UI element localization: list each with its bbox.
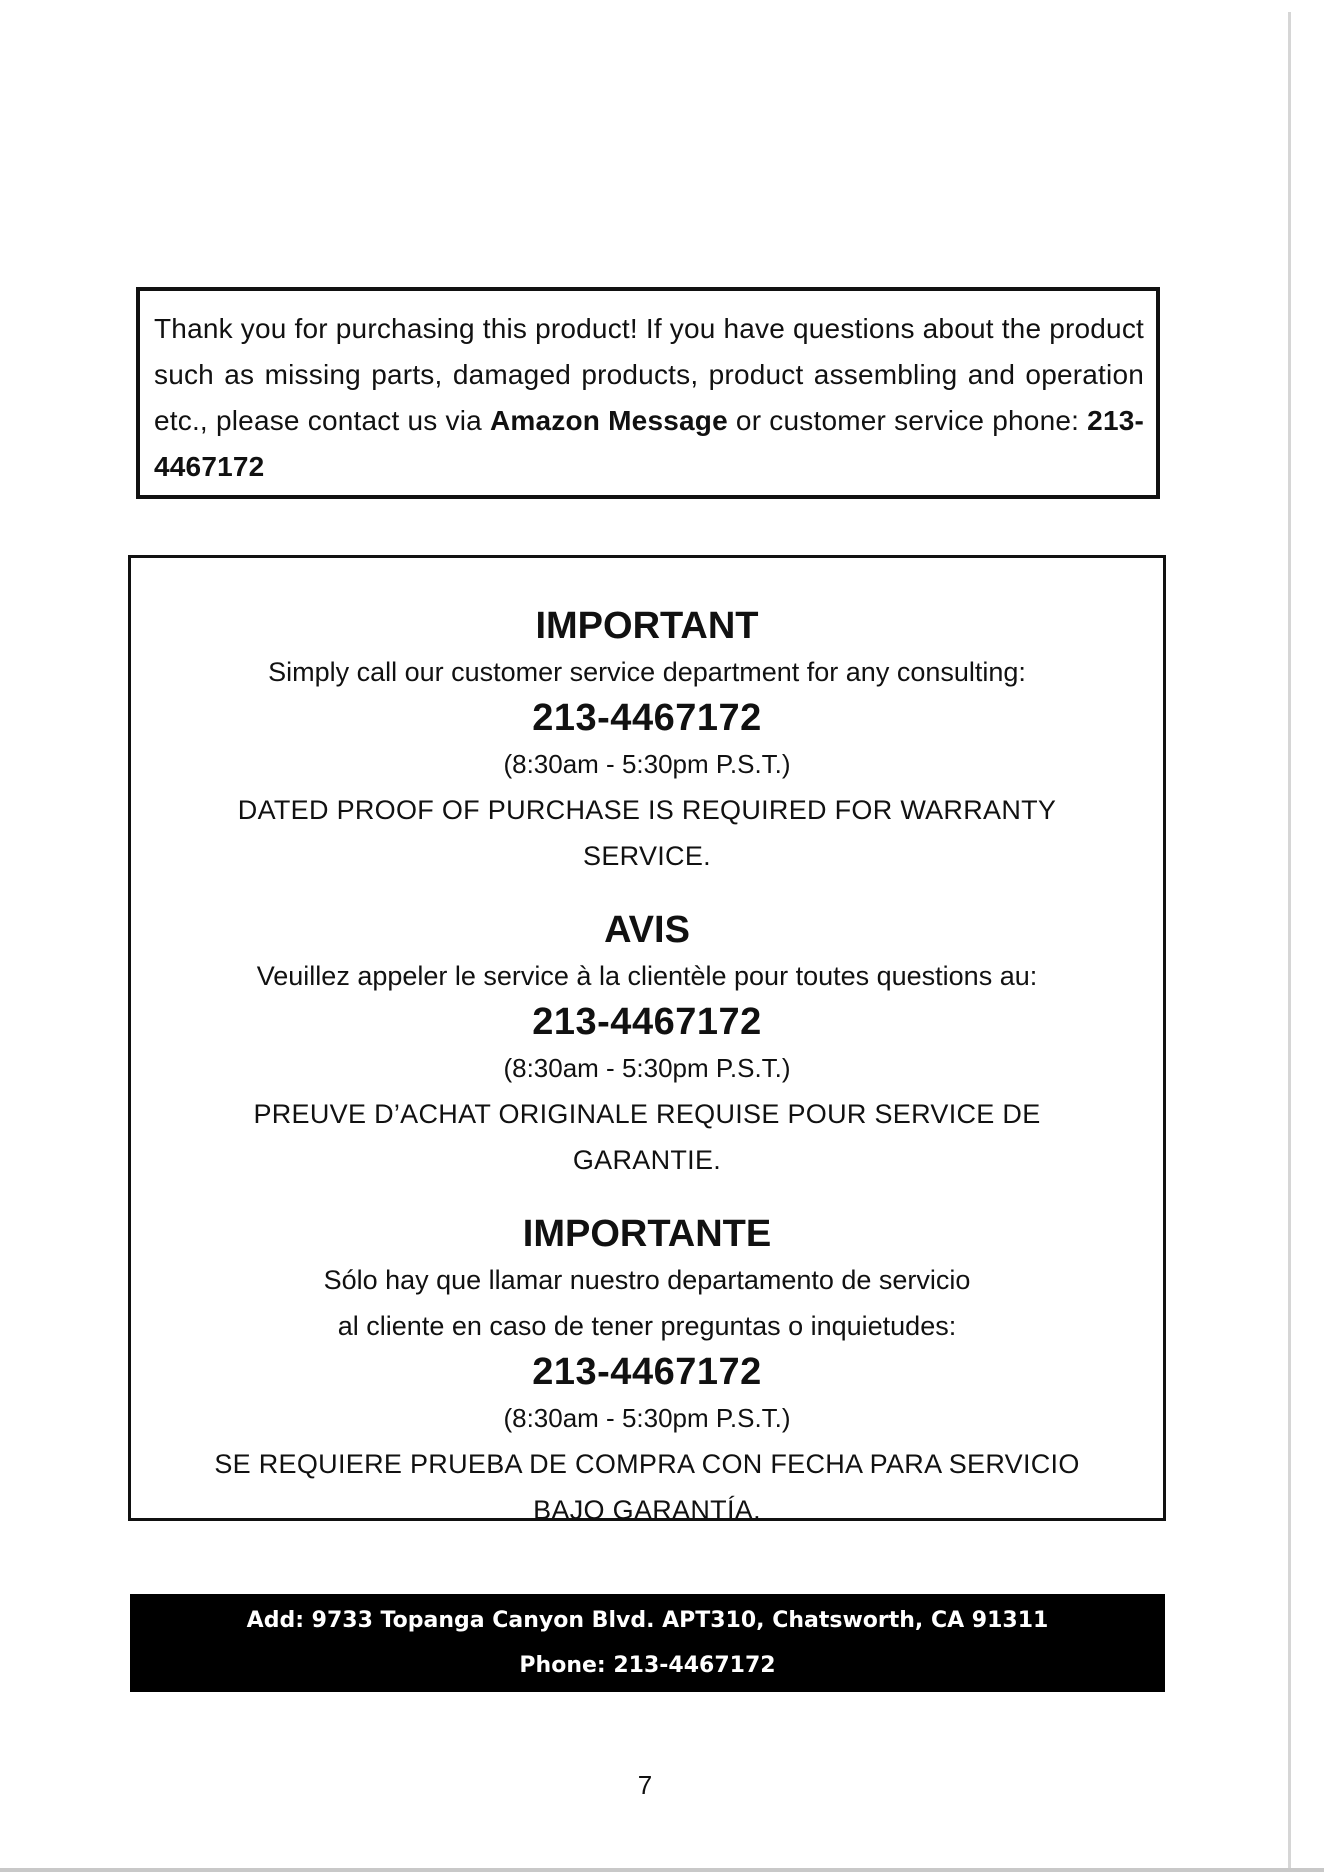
spanish-phone: 213-4467172 (532, 1351, 762, 1393)
page-number: 7 (637, 1770, 653, 1800)
spanish-hours: (8:30am - 5:30pm P.S.T.) (503, 1403, 791, 1433)
notice-phone: 213-4467172 (154, 405, 1145, 482)
french-section (131, 908, 1163, 1183)
french-title: AVIS (604, 909, 690, 951)
french-hours: (8:30am - 5:30pm P.S.T.) (503, 1053, 791, 1083)
english-warranty-line-1: DATED PROOF OF PURCHASE IS REQUIRED FOR WARRANTY (237, 795, 1057, 825)
french-line-1: Veuillez appeler le service à la clientèle pour toutes questions au: (256, 961, 1038, 991)
english-section (131, 604, 1163, 879)
english-hours: (8:30am - 5:30pm P.S.T.) (503, 749, 791, 779)
english-phone: 213-4467172 (532, 697, 762, 739)
spanish-warranty-line-2: BAJO GARANTÍA. (533, 1495, 761, 1525)
thank-you-notice-box (136, 287, 1160, 499)
footer-phone: Phone: 213-4467172 (519, 1653, 776, 1678)
spanish-line-2: al cliente en caso de tener preguntas o inquietudes: (337, 1311, 957, 1341)
french-warranty-line-1: PREUVE D’ACHAT ORIGINALE REQUISE POUR SERVICE DE (253, 1099, 1041, 1129)
notice-intro: Thank you for purchasing this product! If you have questions about the product such as missing parts, damaged products, product assembling and operation etc., please contact us via (154, 313, 1144, 436)
spanish-section (131, 1212, 1163, 1533)
important-contact-box (128, 555, 1166, 1525)
spanish-title: IMPORTANTE (522, 1213, 772, 1255)
contact-footer-bar (130, 1594, 1165, 1692)
spanish-warranty-line-1: SE REQUIERE PRUEBA DE COMPRA CON FECHA PARA SERVICIO (214, 1449, 1080, 1479)
english-line-1: Simply call our customer service department for any consulting: (268, 657, 1026, 687)
english-title: IMPORTANT (535, 605, 759, 647)
notice-middle: or customer service phone: (727, 405, 1088, 436)
footer-address: Add: 9733 Topanga Canyon Blvd. APT310, Chatsworth, CA 91311 (246, 1608, 1049, 1633)
english-warranty-line-2: SERVICE. (583, 841, 711, 871)
thank-you-notice-text (154, 306, 1144, 490)
french-phone: 213-4467172 (532, 1001, 762, 1043)
french-warranty-line-2: GARANTIE. (572, 1145, 722, 1175)
spanish-line-1: Sólo hay que llamar nuestro departamento de servicio (323, 1265, 971, 1295)
page-bottom-rule (0, 1868, 1324, 1872)
page-edge-rule (1288, 12, 1291, 1872)
amazon-message-label: Amazon Message (490, 405, 728, 436)
